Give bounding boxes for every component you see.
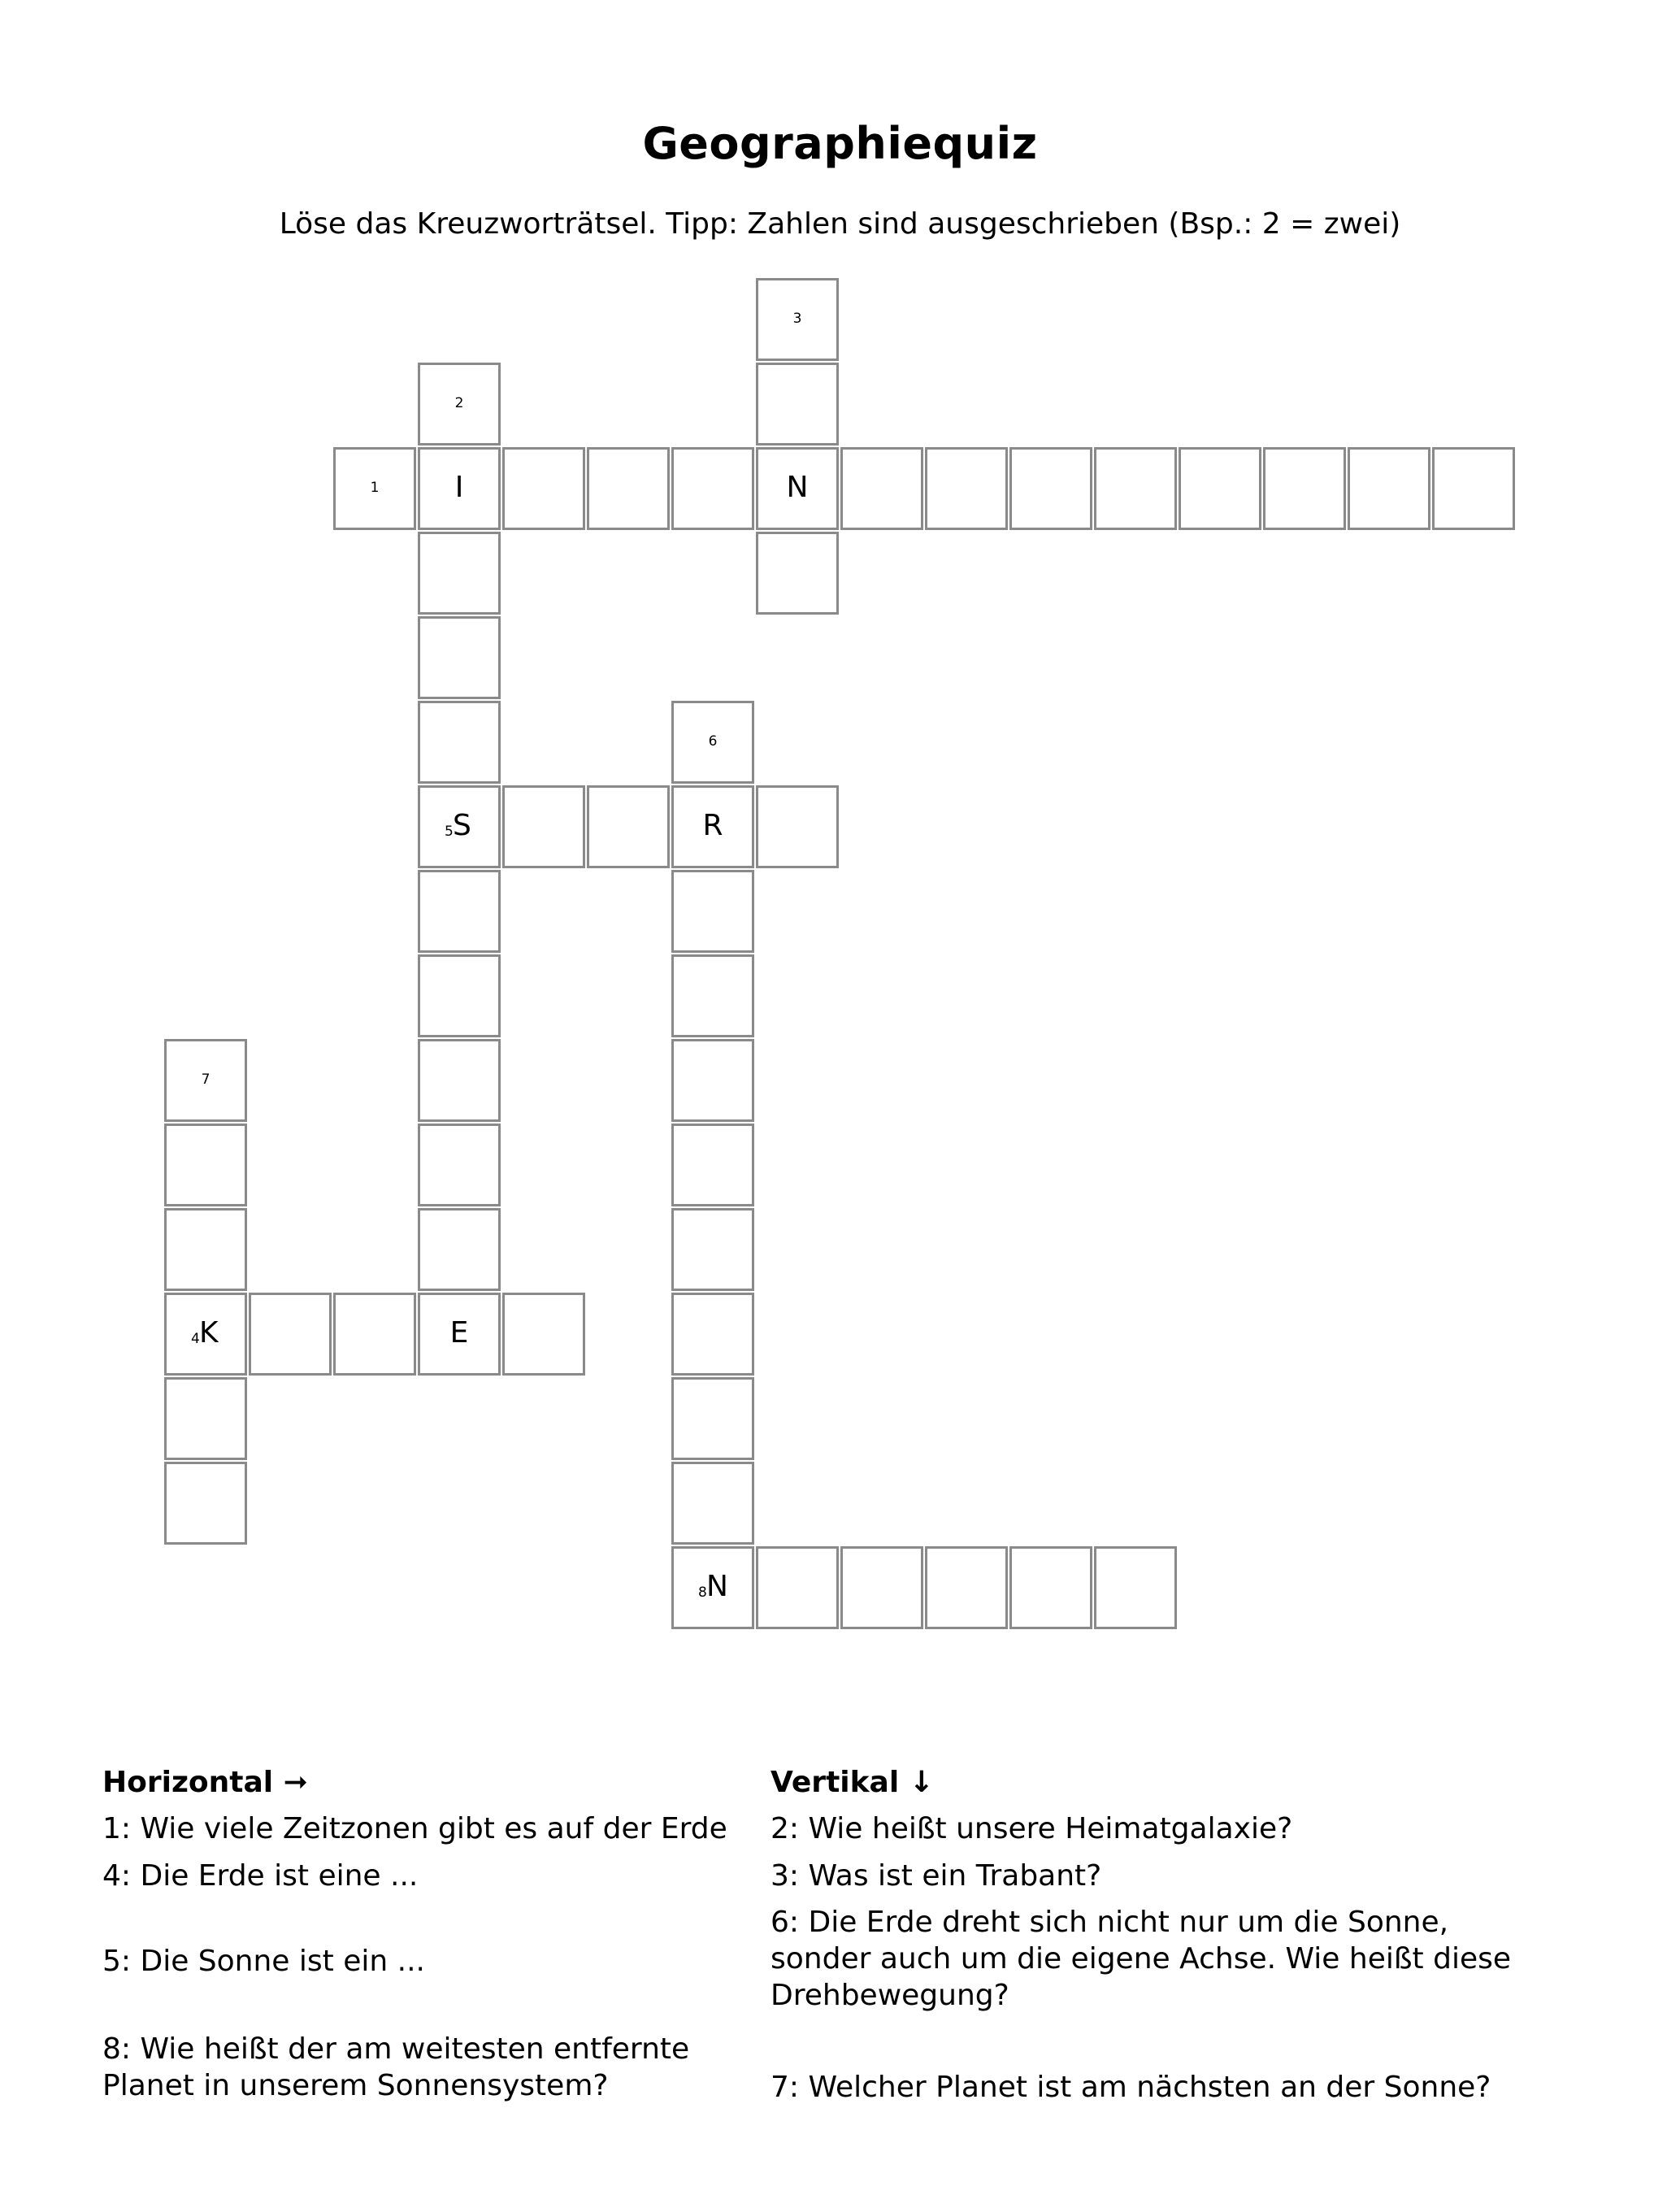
crossword-cell[interactable] (418, 785, 501, 868)
crossword-cell[interactable] (756, 278, 839, 361)
crossword-cell[interactable] (671, 870, 754, 953)
crossword-cell[interactable] (1348, 447, 1430, 530)
crossword-cell[interactable] (671, 701, 754, 784)
given-letter: I (454, 471, 464, 504)
clue-number: 7 (201, 1071, 211, 1088)
crossword-cell[interactable] (925, 1546, 1008, 1629)
clue-number: 1 (370, 480, 380, 496)
crossword-cell[interactable] (671, 954, 754, 1037)
clue-8: 8: Wie heißt der am weitesten entfernte Planet in unserem Sonnensystem? (102, 2032, 690, 2102)
crossword-cell[interactable] (164, 1377, 247, 1460)
crossword-cell[interactable] (840, 447, 923, 530)
clue-number: 4 (191, 1331, 200, 1347)
given-letter: S (453, 809, 471, 842)
crossword-cell[interactable] (587, 785, 670, 868)
clue-7: 7: Welcher Planet ist am nächsten an der Sonne? (771, 2071, 1491, 2104)
crossword-cell[interactable] (502, 785, 585, 868)
crossword-cell[interactable] (756, 785, 839, 868)
crossword-cell[interactable] (418, 363, 501, 446)
clue-number: 2 (454, 395, 464, 411)
vertical-heading: Vertikal ↓ (771, 1766, 934, 1799)
crossword-cell[interactable] (418, 1124, 501, 1206)
crossword-cell[interactable] (1094, 447, 1177, 530)
crossword-cell[interactable] (671, 1039, 754, 1122)
crossword-cell[interactable] (925, 447, 1008, 530)
crossword-cell[interactable] (1094, 1546, 1177, 1629)
crossword-cell[interactable] (671, 1377, 754, 1460)
crossword-cell[interactable] (1009, 447, 1092, 530)
crossword-cell[interactable] (671, 1462, 754, 1545)
crossword-cell[interactable] (671, 1293, 754, 1376)
crossword-cell[interactable] (502, 447, 585, 530)
page-title: Geographiequiz (642, 118, 1038, 169)
crossword-cell[interactable] (418, 616, 501, 699)
crossword-cell[interactable] (418, 447, 501, 530)
crossword-cell[interactable] (164, 1462, 247, 1545)
crossword-cell[interactable] (756, 363, 839, 446)
given-letter: E (449, 1316, 469, 1350)
clue-5: 5: Die Sonne ist ein ... (102, 1945, 425, 1978)
crossword-cell[interactable] (418, 954, 501, 1037)
crossword-cell[interactable] (671, 1208, 754, 1291)
crossword-cell[interactable] (756, 447, 839, 530)
crossword-cell[interactable] (671, 1124, 754, 1206)
clue-3: 3: Was ist ein Trabant? (771, 1859, 1102, 1893)
clue-4: 4: Die Erde ist eine ... (102, 1859, 419, 1893)
clue-6: 6: Die Erde dreht sich nicht nur um die Sonne, sonder auch um die eigene Achse. Wie heißt diese Drehbewegung? (771, 1906, 1512, 2012)
crossword-cell[interactable] (1432, 447, 1515, 530)
clue-number: 5 (445, 824, 454, 840)
given-letter: K (199, 1316, 219, 1350)
crossword-cell[interactable] (418, 701, 501, 784)
clue-number: 3 (792, 311, 802, 327)
crossword-cell[interactable] (671, 1546, 754, 1629)
crossword-cell[interactable] (418, 870, 501, 953)
clue-2: 2: Wie heißt unsere Heimatgalaxie? (771, 1812, 1293, 1845)
crossword-cell[interactable] (249, 1293, 332, 1376)
crossword-cell[interactable] (418, 1039, 501, 1122)
instructions: Löse das Kreuzworträtsel. Tipp: Zahlen sind ausgeschrieben (Bsp.: 2 = zwei) (279, 207, 1401, 241)
given-letter: N (706, 1570, 728, 1603)
horizontal-heading: Horizontal ➞ (102, 1766, 308, 1799)
crossword-cell[interactable] (1179, 447, 1261, 530)
clue-1: 1: Wie viele Zeitzonen gibt es auf der Erde (102, 1812, 727, 1845)
crossword-cell[interactable] (164, 1124, 247, 1206)
crossword-cell[interactable] (333, 447, 416, 530)
crossword-cell[interactable] (164, 1208, 247, 1291)
crossword-cell[interactable] (1009, 1546, 1092, 1629)
crossword-cell[interactable] (671, 785, 754, 868)
crossword-cell[interactable] (333, 1293, 416, 1376)
given-letter: N (786, 471, 809, 504)
crossword-cell[interactable] (418, 1208, 501, 1291)
crossword-cell[interactable] (840, 1546, 923, 1629)
crossword-cell[interactable] (164, 1293, 247, 1376)
crossword-cell[interactable] (587, 447, 670, 530)
crossword-cell[interactable] (418, 1293, 501, 1376)
crossword-cell[interactable] (418, 532, 501, 615)
clue-number: 8 (698, 1584, 707, 1601)
clue-number: 6 (708, 733, 718, 750)
crossword-cell[interactable] (164, 1039, 247, 1122)
crossword-cell[interactable] (756, 532, 839, 615)
given-letter: R (702, 809, 723, 842)
crossword-cell[interactable] (756, 1546, 839, 1629)
crossword-cell[interactable] (1263, 447, 1346, 530)
crossword-cell[interactable] (671, 447, 754, 530)
crossword-cell[interactable] (502, 1293, 585, 1376)
